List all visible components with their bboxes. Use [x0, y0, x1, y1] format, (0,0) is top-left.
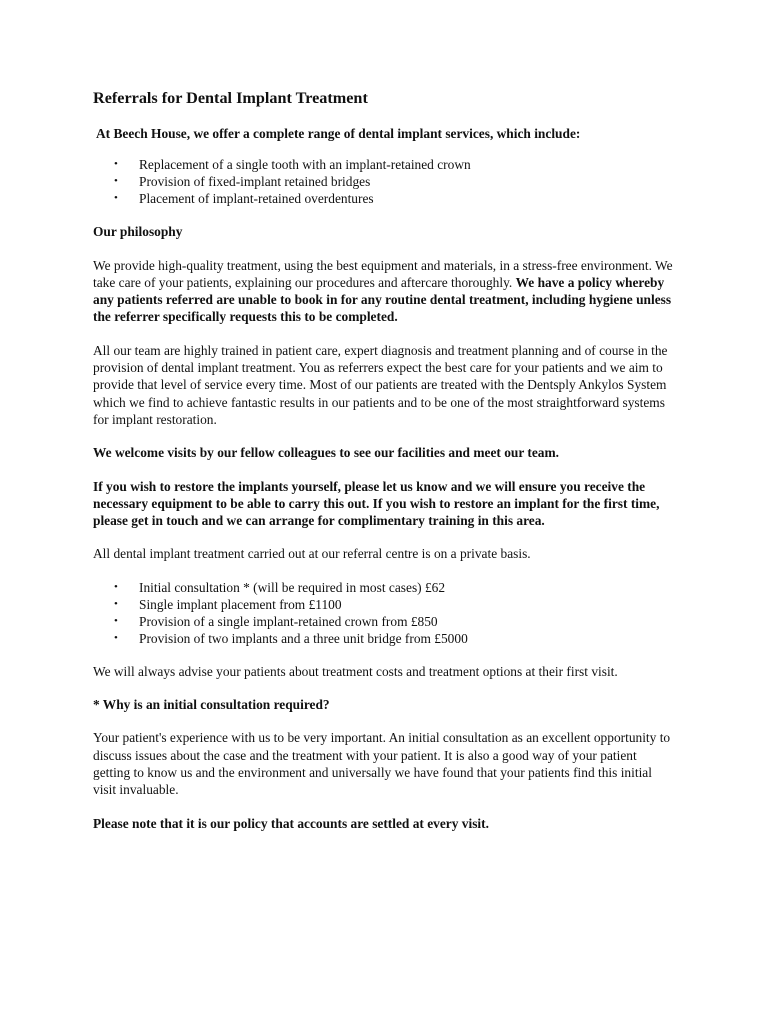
bullet-icon: • — [114, 597, 118, 610]
bullet-icon: • — [114, 175, 118, 188]
team-paragraph: All our team are highly trained in patient care, expert diagnosis and treatment planning and of course in the provision of dental implant treatment. You as referrers expect the best care for your patients and we aim to provide that level of service every time. Most of our patients are treated with the Dentsply Ankylos System which we find to achieve fantastic results in our patients and to be one of the most straightforward systems for implant restoration. — [93, 342, 668, 427]
intro-text: At Beech House, we offer a complete range of dental implant services, which include: — [96, 126, 581, 141]
philosophy-policy: We have a policy whereby any patients referred are unable to book in for any routine dental treatment, including hygiene unless the referrer specifically requests this to be completed. — [93, 274, 672, 325]
list-item: • Single implant placement from £1100 — [114, 596, 342, 612]
philosophy-heading: Our philosophy — [93, 224, 183, 240]
private-basis-paragraph: All dental implant treatment carried out at our referral centre is on a private basis. — [93, 546, 531, 562]
list-item: • Provision of fixed-implant retained bridges — [114, 174, 371, 190]
bullet-icon: • — [114, 631, 118, 644]
consultation-heading: * Why is an initial consultation required? — [93, 697, 330, 713]
welcome-paragraph: We welcome visits by our fellow colleagues to see our facilities and meet our team. — [93, 445, 559, 461]
advise-paragraph: We will always advise your patients about treatment costs and treatment options at their first visit. — [93, 663, 618, 679]
philosophy-paragraph — [93, 257, 674, 326]
services-list — [93, 156, 674, 207]
bullet-icon: • — [114, 158, 118, 171]
list-item: • Placement of implant-retained overdentures — [114, 191, 374, 207]
page-title: Referrals for Dental Implant Treatment — [93, 89, 368, 107]
bullet-icon: • — [114, 614, 118, 627]
list-item: • Initial consultation * (will be required in most cases) £62 — [114, 579, 446, 595]
list-item: • Provision of a single implant-retained crown from £850 — [114, 613, 438, 629]
philosophy-text: We provide high-quality treatment, using the best equipment and materials, in a stress-free environment. We take care of your patients, explaining our procedures and aftercare thoroughly. — [93, 257, 673, 290]
bullet-icon: • — [114, 192, 118, 205]
policy-paragraph: Please note that it is our policy that accounts are settled at every visit. — [93, 815, 489, 831]
list-item: • Replacement of a single tooth with an implant-retained crown — [114, 157, 471, 173]
consultation-paragraph: Your patient's experience with us to be very important. An initial consultation as an excellent opportunity to discuss issues about the case and the treatment with your patient. It is also a good way of your patient getting to know us and the environment and universally we have found that your patients find this initial visit invaluable. — [93, 730, 671, 798]
bullet-icon: • — [114, 580, 118, 593]
restore-paragraph: If you wish to restore the implants yourself, please let us know and we will ensure you receive the necessary equipment to be able to carry this out. If you wish to restore an implant for the first time, please get in touch and we can arrange for complimentary training in this area. — [93, 478, 660, 529]
list-item: • Provision of two implants and a three unit bridge from £5000 — [114, 630, 468, 646]
prices-list — [93, 579, 674, 647]
